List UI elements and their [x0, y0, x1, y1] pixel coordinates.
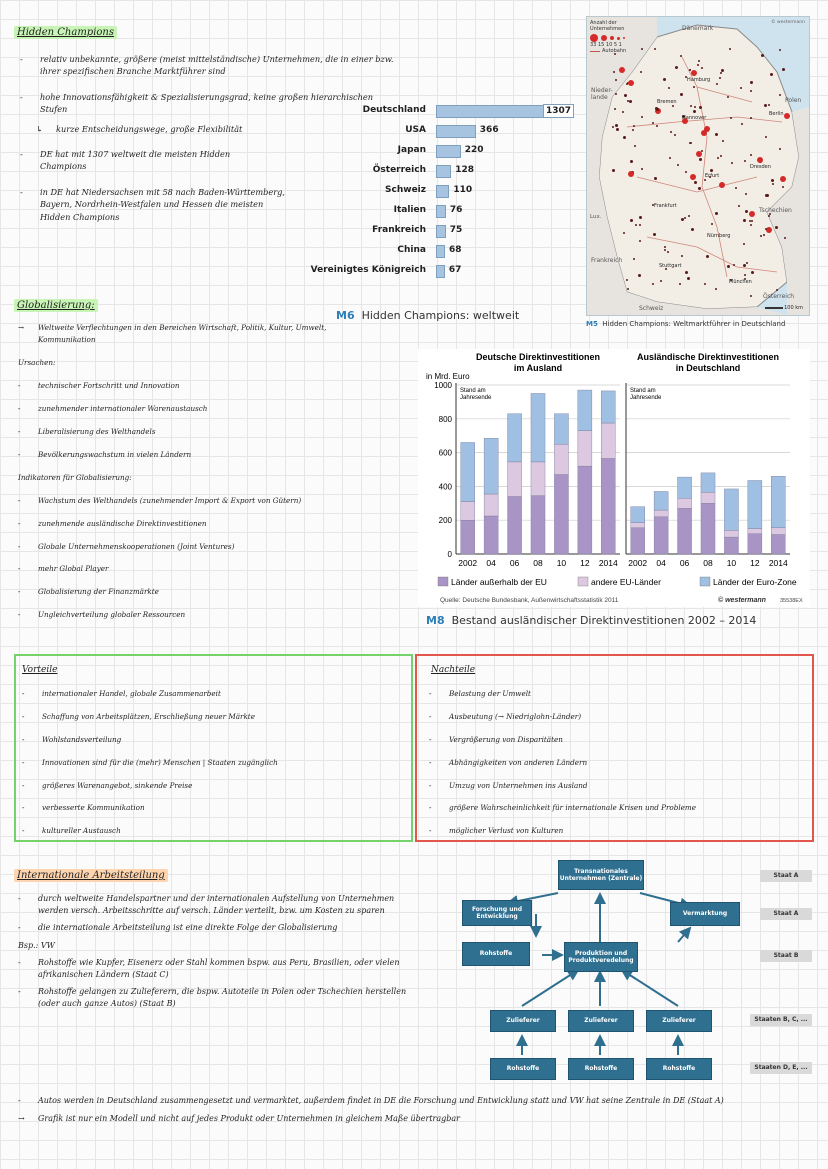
- legend-label: Länder außerhalb der EU: [451, 577, 547, 587]
- company-marker: [677, 164, 679, 166]
- list-item: - Autos werden in Deutschland zusammengesetzt und vermarktet, außerdem findet in DE die Forschung und Entwicklung statt und VW hat seine Zentrale in DE (Staat A): [18, 1096, 724, 1105]
- company-marker: [743, 219, 746, 222]
- company-marker: [674, 134, 676, 136]
- list-item: - verbesserte Kommunikation: [22, 803, 145, 813]
- diagram-box-tnu: Transnationales Unternehmen (Zentrale): [558, 860, 644, 890]
- company-marker: [633, 125, 635, 127]
- map-publisher: © westermann: [771, 20, 805, 25]
- list-item: - größeres Warenangebot, sinkende Preise: [22, 780, 193, 790]
- bar-segment: [461, 442, 475, 501]
- list-item: - Wachstum des Welthandels (zunehmender Import & Export von Gütern): [18, 495, 302, 505]
- bar-segment: [771, 476, 785, 528]
- bar-segment: [678, 477, 692, 498]
- diagram-box-vermarktung: Vermarktung: [670, 902, 740, 926]
- m8-chart: [418, 349, 810, 607]
- x-tick-label: 2002: [458, 558, 478, 568]
- company-marker: [685, 271, 688, 274]
- diagram-box-zulieferer-1: Zulieferer: [490, 1010, 556, 1032]
- company-marker: [626, 279, 628, 281]
- m8-right-chart: [626, 383, 790, 568]
- bar-segment: [508, 497, 522, 554]
- company-marker: [632, 129, 634, 131]
- bar-segment: [508, 414, 522, 462]
- list-item: → Weltweite Verflechtungen in den Bereichen Wirtschaft, Politik, Kultur, Umwelt, Kommunikation: [18, 323, 327, 345]
- x-tick-label: 04: [656, 558, 666, 568]
- m8-left-title-line2: im Ausland: [513, 363, 563, 373]
- diagram-box-rohstoffe-3: Rohstoffe: [646, 1058, 712, 1080]
- company-marker: [628, 171, 634, 177]
- x-tick-label: 12: [580, 558, 590, 568]
- company-marker: [667, 251, 669, 253]
- list-item: Ursachen:: [18, 358, 56, 368]
- company-marker: [750, 295, 752, 297]
- list-item: → Grafik ist nur ein Modell und nicht auf jedes Produkt oder Unternehmen in gleichem Maße übertragbar: [18, 1113, 460, 1123]
- company-marker: [729, 48, 731, 50]
- hidden-champions-heading: Hidden Champions: [14, 26, 117, 39]
- company-marker: [691, 70, 697, 76]
- y-tick-label: 400: [438, 482, 452, 492]
- vorteile-list: [22, 688, 407, 848]
- bar-segment: [701, 492, 715, 503]
- map-legend: [590, 20, 652, 54]
- m5-caption: M5 Hidden Champions: Weltmarktführer in Deutschland: [586, 320, 786, 328]
- company-marker: [656, 125, 658, 127]
- m8-left-chart: [434, 381, 620, 568]
- company-marker: [715, 212, 718, 215]
- list-item: - hohe Innovationsfähigkeit & Spezialisierungsgrad, keine großen hierarchischen Stufen: [20, 91, 374, 115]
- m6-chart: [310, 103, 586, 278]
- bar-segment: [484, 494, 498, 516]
- bar-segment: [701, 473, 715, 492]
- m8-legend: [438, 577, 797, 587]
- x-tick-label: 2014: [598, 558, 618, 568]
- bar-segment: [578, 431, 592, 466]
- map-city-dresden: Dresden: [750, 164, 771, 170]
- company-marker: [629, 100, 632, 103]
- map-legend-symbols: [590, 34, 652, 42]
- diagram-box-rohstoffe-1: Rohstoffe: [490, 1058, 556, 1080]
- company-marker: [660, 280, 662, 282]
- legend-label: Länder der Euro-Zone: [713, 577, 797, 587]
- company-marker: [771, 179, 774, 182]
- list-item: Indikatoren für Globalisierung:: [18, 472, 132, 482]
- m8-source: Quelle: Deutsche Bundesbank, Außenwirtschaftsstatistik 2011: [440, 597, 619, 604]
- bar-segment: [578, 466, 592, 554]
- company-marker: [750, 154, 752, 156]
- bar-segment: [554, 475, 568, 554]
- bar: [436, 205, 446, 218]
- m6-caption: M6 Hidden Champions: weltweit: [336, 309, 520, 322]
- company-marker: [743, 264, 746, 267]
- m8-code: 35538EX: [780, 598, 803, 604]
- bar-segment: [631, 523, 645, 528]
- list-item: - Schaffung von Arbeitsplätzen, Erschließung neuer Märkte: [22, 711, 255, 721]
- bar: [436, 125, 476, 138]
- company-marker: [765, 194, 768, 197]
- bar: [436, 245, 445, 258]
- bar-value: 110: [453, 185, 473, 195]
- bar: [436, 185, 449, 198]
- list-item: - Ungleichverteilung globaler Ressourcen: [18, 610, 186, 620]
- company-marker: [624, 94, 627, 97]
- diagram-box-zulieferer-3: Zulieferer: [646, 1010, 712, 1032]
- stand-label-line1: Stand am: [630, 388, 656, 394]
- bar-segment: [601, 423, 615, 458]
- map-label-schweiz: Schweiz: [639, 305, 664, 312]
- company-marker: [689, 142, 691, 144]
- map-city-bremen: Bremen: [657, 99, 677, 105]
- bar-segment: [484, 516, 498, 554]
- map-label-polen: Polen: [785, 97, 802, 104]
- nachteile-heading: Nachteile: [431, 665, 476, 675]
- bar-value: 68: [449, 245, 462, 255]
- company-marker: [768, 215, 770, 217]
- map-legend-road: Autobahn: [602, 48, 627, 54]
- map-city-hamburg: Hamburg: [687, 77, 711, 83]
- diagram-staat-b: Staat B: [760, 950, 812, 962]
- list-item: - mehr Global Player: [18, 564, 109, 574]
- x-tick-label: 06: [509, 558, 520, 568]
- company-marker: [733, 264, 735, 266]
- m8-right-title-line2: in Deutschland: [675, 363, 741, 373]
- list-item: - kultureller Austausch: [22, 826, 121, 836]
- vorteile-heading: Vorteile: [22, 665, 58, 675]
- company-marker: [710, 169, 713, 172]
- stand-label-line1: Stand am: [460, 388, 486, 394]
- m8-unit: in Mrd. Euro: [426, 372, 470, 381]
- company-marker: [770, 73, 773, 76]
- stand-label-line2: Jahresende: [630, 395, 662, 401]
- company-marker: [681, 255, 683, 257]
- bar-segment: [748, 480, 762, 528]
- bar-segment: [678, 508, 692, 554]
- map-scale: 100 km: [765, 305, 804, 311]
- bar-segment: [578, 390, 592, 431]
- company-marker: [782, 186, 784, 188]
- company-marker: [669, 157, 671, 159]
- x-tick-label: 10: [556, 558, 567, 568]
- x-tick-label: 08: [703, 558, 713, 568]
- list-item: - Innovationen sind für die (mehr) Menschen | Staaten zugänglich: [22, 757, 278, 767]
- x-tick-label: 04: [486, 558, 496, 568]
- diagram-box-rohstoffe-2: Rohstoffe: [568, 1058, 634, 1080]
- bar-label: Italien: [393, 205, 426, 215]
- m8-caption: M8 Bestand ausländischer Direktinvestitionen 2002 – 2014: [426, 614, 757, 627]
- map-label-lux: Lux.: [590, 214, 602, 220]
- list-item: - Ausbeutung (→ Niedriglohn-Länder): [429, 711, 582, 721]
- m8-right-title-line1: Ausländische Direktinvestitionen: [636, 352, 780, 362]
- arbeitsteilung-list-bottom: [18, 1095, 813, 1130]
- m8-figure: [418, 349, 810, 607]
- bar-segment: [508, 462, 522, 497]
- company-marker: [735, 187, 737, 189]
- arbeitsteilung-diagram: [460, 858, 812, 1086]
- bar-segment: [701, 503, 715, 554]
- bar-segment: [631, 507, 645, 523]
- bar-segment: [678, 498, 692, 508]
- company-marker: [763, 234, 765, 236]
- map-label-tschechien: Tschechien: [759, 207, 792, 214]
- y-tick-label: 1000: [434, 381, 452, 390]
- list-item: - relativ unbekannte, größere (meist mittelständische) Unternehmen, die in einer bzw. ihrer spezifischen Branche Marktführer sind: [20, 54, 394, 77]
- bar-label: Vereinigtes Königreich: [310, 265, 426, 275]
- bar: [436, 225, 446, 238]
- m8-left-title-line1: Deutsche Direktinvestitionen: [475, 352, 601, 362]
- bar: [436, 265, 445, 278]
- map-city-stuttgart: Stuttgart: [659, 263, 682, 269]
- bar-label: China: [397, 245, 426, 255]
- diagram-box-produktion: Produktion und Produktveredelung: [564, 942, 638, 972]
- stand-label-line2: Jahresende: [460, 395, 492, 401]
- list-item: - Belastung der Umwelt: [429, 689, 531, 698]
- map-legend-values: 33 15 10 5 1: [590, 42, 622, 48]
- list-item: - Globale Unternehmenskooperationen (Joint Ventures): [18, 541, 235, 551]
- nachteile-box: [415, 654, 814, 842]
- legend-swatch: [578, 577, 588, 586]
- company-marker: [721, 69, 724, 72]
- company-marker: [746, 262, 748, 264]
- company-marker: [634, 145, 636, 147]
- list-item: - DE hat mit 1307 weltweit die meisten Hidden Champions: [20, 149, 231, 172]
- company-marker: [656, 108, 659, 111]
- company-marker: [688, 215, 690, 217]
- company-marker: [668, 87, 670, 89]
- bar-label: Japan: [397, 145, 426, 155]
- diagram-box-fue: Forschung und Entwicklung: [462, 900, 532, 926]
- m8-publisher: © westermann: [718, 597, 766, 604]
- bar-segment: [654, 491, 668, 510]
- globalisierung-heading: Globalisierung:: [14, 299, 98, 312]
- list-item: - Abhängigkeiten von anderen Ländern: [429, 757, 588, 767]
- list-item: Bsp.: VW: [18, 940, 55, 950]
- diagram-arrows: [460, 858, 812, 1086]
- map-city-erfurt: Erfurt: [705, 173, 720, 179]
- bar-label: Frankreich: [372, 225, 426, 235]
- company-marker: [613, 71, 615, 73]
- company-marker: [719, 77, 721, 79]
- company-marker: [701, 130, 707, 136]
- y-tick-label: 600: [438, 448, 452, 458]
- diagram-box-zulieferer-2: Zulieferer: [568, 1010, 634, 1032]
- list-item: - Bevölkerungswachstum in vielen Ländern: [18, 449, 192, 459]
- bar-label: Deutschland: [362, 105, 426, 115]
- company-marker: [706, 255, 709, 258]
- m5-map: [586, 16, 810, 316]
- map-city-berlin: Berlin: [769, 111, 784, 117]
- map-city-hannover: Hannover: [682, 115, 707, 121]
- company-marker: [751, 271, 754, 274]
- map-label-oesterreich: Österreich: [763, 293, 795, 300]
- list-item: - größere Wahrscheinlichkeit für internationale Krisen und Probleme: [429, 803, 696, 813]
- company-marker: [699, 158, 702, 161]
- x-tick-label: 2002: [628, 558, 648, 568]
- list-item: - technischer Fortschritt und Innovation: [18, 381, 180, 391]
- company-marker: [780, 176, 786, 182]
- y-tick-label: 0: [447, 550, 452, 559]
- map-city-muenchen: München: [729, 279, 752, 285]
- list-item: - zunehmende ausländische Direktinvestitionen: [18, 518, 207, 528]
- bar-value: 220: [464, 145, 484, 155]
- company-marker: [720, 155, 722, 157]
- list-item: - durch weltweite Handelspartner und der internationalen Aufstellung von Unternehmen werden versch. Arbeitsschritte auf versch. Länder verteilt, bzw. um Kosten zu sparen: [18, 894, 395, 915]
- diagram-staaten-bc: Staaten B, C, ...: [750, 1014, 812, 1026]
- company-marker: [765, 136, 767, 138]
- vorteile-box: [14, 654, 413, 842]
- arbeitsteilung-heading: Internationale Arbeitsteilung: [14, 869, 168, 882]
- company-marker: [641, 168, 643, 170]
- map-label-daenemark: Dänemark: [682, 25, 714, 32]
- x-tick-label: 12: [750, 558, 760, 568]
- diagram-staaten-de: Staaten D, E, ...: [750, 1062, 812, 1074]
- company-marker: [689, 69, 691, 71]
- list-item: - möglicher Verlust von Kulturen: [429, 826, 564, 836]
- bar-value: 366: [479, 125, 499, 135]
- list-item: - zunehmender internationaler Warenaustausch: [18, 404, 208, 414]
- x-tick-label: 10: [726, 558, 737, 568]
- company-marker: [639, 224, 641, 226]
- diagram-staat-a-1: Staat A: [760, 870, 812, 882]
- bar-segment: [601, 459, 615, 554]
- company-marker: [717, 157, 719, 159]
- list-item: - die internationale Arbeitsteilung ist eine direkte Folge der Globalisierung: [18, 923, 338, 932]
- bar-segment: [631, 528, 645, 554]
- x-tick-label: 06: [679, 558, 690, 568]
- x-tick-label: 2014: [768, 558, 788, 568]
- bar-value: 1307: [543, 104, 574, 118]
- x-tick-label: 08: [533, 558, 543, 568]
- bar-segment: [654, 517, 668, 554]
- bar-segment: [601, 391, 615, 423]
- list-item: - Globalisierung der Finanzmärkte: [18, 587, 159, 597]
- diagram-staat-a-2: Staat A: [760, 908, 812, 920]
- globalisierung-list: [18, 322, 363, 632]
- company-marker: [744, 274, 746, 276]
- bar-segment: [554, 444, 568, 474]
- bar-value: 75: [449, 225, 463, 235]
- bar-segment: [724, 530, 738, 537]
- list-item: - Rohstoffe gelangen zu Zulieferern, die bspw. Autoteile in Polen oder Tschechien herstellen (oder auch ganze Autos) (Staat B): [18, 987, 407, 1008]
- company-marker: [750, 117, 752, 119]
- map-city-frankfurt: Frankfurt: [654, 203, 677, 209]
- y-tick-label: 200: [438, 516, 452, 526]
- bar: [436, 145, 461, 158]
- company-marker: [727, 96, 729, 98]
- list-item: ↳ kurze Entscheidungswege, große Flexibilität: [36, 123, 243, 134]
- bar-segment: [724, 537, 738, 554]
- legend-swatch: [438, 577, 448, 586]
- diagram-box-rohstoffe: Rohstoffe: [462, 942, 530, 966]
- bar-value: 67: [448, 265, 462, 275]
- bar-value: 76: [449, 205, 463, 215]
- bar-segment: [771, 528, 785, 535]
- map-label-frankreich: Frankreich: [591, 257, 623, 264]
- nachteile-list: [429, 688, 809, 848]
- bar-segment: [771, 535, 785, 554]
- company-marker: [782, 68, 785, 71]
- list-item: - internationaler Handel, globale Zusammenarbeit: [22, 689, 221, 698]
- map-legend-title: Anzahl der Unternehmen: [590, 20, 625, 32]
- company-marker: [612, 169, 615, 172]
- company-marker: [779, 148, 781, 150]
- company-marker: [730, 117, 732, 119]
- bar-segment: [461, 520, 475, 554]
- list-item: - Vergrößerung von Disparitäten: [429, 734, 563, 744]
- bar-segment: [554, 414, 568, 444]
- bar-segment: [531, 393, 545, 461]
- bar-segment: [531, 462, 545, 496]
- company-marker: [745, 193, 747, 195]
- map-label-niederlande: Nieder-lande: [591, 87, 613, 101]
- bar-segment: [461, 502, 475, 521]
- list-item: - in DE hat Niedersachsen mit 58 nach Baden-Württemberg, Bayern, Nordrhein-Westfalen und Hessen die meisten Hidden Champions: [20, 186, 285, 222]
- bar: [436, 165, 451, 178]
- bar-segment: [724, 489, 738, 530]
- map-city-nuernberg: Nürnberg: [707, 233, 731, 239]
- company-marker: [731, 162, 733, 164]
- arbeitsteilung-list: [18, 893, 413, 1015]
- bar-segment: [531, 496, 545, 554]
- list-item: - Rohstoffe wie Kupfer, Eisenerz oder Stahl kommen bspw. aus Peru, Brasilien, oder vielen afrikanischen Ländern (Staat C): [18, 958, 400, 979]
- company-marker: [690, 174, 696, 180]
- bar-value: 128: [455, 165, 475, 175]
- bar-segment: [748, 534, 762, 554]
- list-item: - Liberalisierung des Welthandels: [18, 427, 156, 437]
- bar-segment: [748, 529, 762, 534]
- bar-label: USA: [405, 125, 426, 135]
- bar-segment: [654, 510, 668, 517]
- list-item: - Umzug von Unternehmen ins Ausland: [429, 780, 588, 790]
- bar-label: Schweiz: [385, 185, 426, 195]
- legend-swatch: [700, 577, 710, 586]
- company-marker: [749, 220, 751, 222]
- y-tick-label: 800: [438, 414, 452, 424]
- legend-label: andere EU-Länder: [591, 577, 661, 587]
- bar-label: Österreich: [372, 165, 426, 175]
- list-item: - Wohlstandsverteilung: [22, 734, 122, 744]
- company-marker: [654, 48, 656, 50]
- company-marker: [697, 64, 699, 66]
- bar-segment: [484, 438, 498, 494]
